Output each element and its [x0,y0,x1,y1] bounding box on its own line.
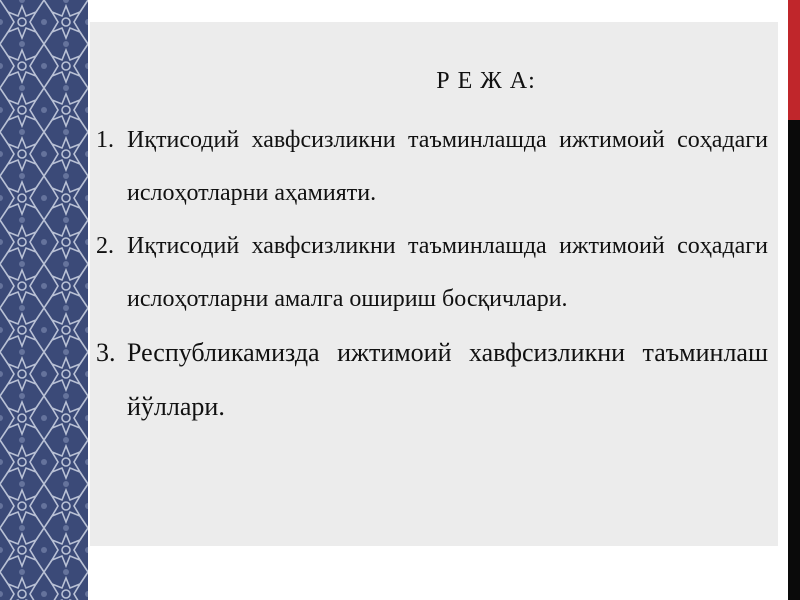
list-item-number: 1. [96,127,114,153]
right-accent-red-bar [788,0,800,120]
star-pattern-icon [0,0,88,600]
list-item [90,326,770,434]
content-panel [90,22,778,546]
list-item [90,114,770,220]
list-item [90,220,770,326]
right-accent-black-bar [788,120,800,600]
list-item-number: 2. [96,233,114,259]
decorative-pattern-strip [0,0,88,600]
list-item-text: Республикамизда ижтимоий хавфсизликни таъминлаш йўллари. [127,338,768,421]
plan-title: Р Е Ж А: [436,68,536,94]
list-item-number: 3. [96,338,116,367]
plan-list [90,114,770,434]
list-item-text: Иқтисодий хавфсизликни таъминлашда ижтимоий соҳадаги ислоҳотларни аҳамияти. [127,127,768,206]
list-item-text: Иқтисодий хавфсизликни таъминлашда ижтимоий соҳадаги ислоҳотларни амалга ошириш босқичлари. [127,233,768,312]
